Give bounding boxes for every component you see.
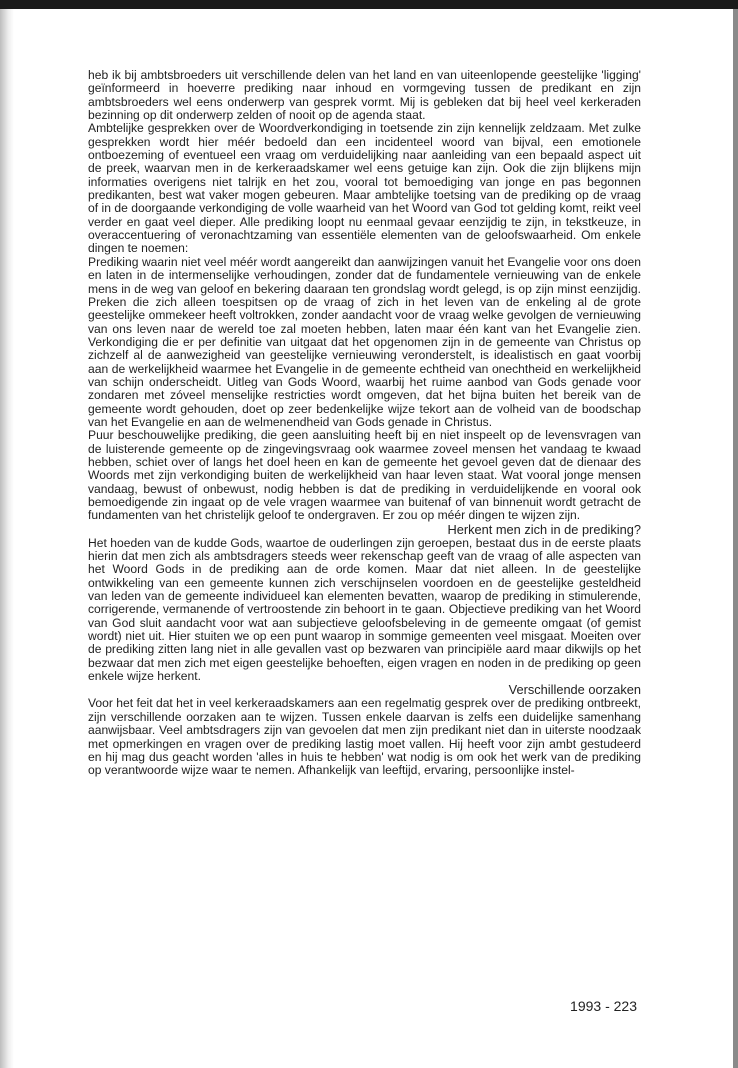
page-number: 1993 - 223 — [570, 998, 637, 1014]
paragraph: Prediking waarin niet veel méér wordt aangereikt dan aanwijzingen vanuit het Evangelie voor ons doen en laten in de intermenselijke verhoudingen, zonder dat de fundamentele vernieuwing van de enkele mens in de weg van geloof en bekering daaraan ten grondslag wordt gelegd, is op zijn minst eenzijdig. Preken die zich alleen toespitsen op de vraag of zich in het leven van de enkeling al de grote geestelijke ommekeer heeft voltrokken, zonder aandacht voor de vraag welke gevolgen de vernieuwing van ons leven naar de wereld toe zal moeten hebben, laten maar één kant van het Evangelie zien. Verkondiging die er per definitie van uitgaat dat het opgenomen zijn in de gemeente van Christus op zichzelf al de aanwezigheid van geestelijke vernieuwing veronderstelt, is idealistisch en gaat voorbij aan de werkelijkheid waarmee het Evangelie in de gemeente echtheid van onechtheid en werkelijkheid van schijn onderscheidt. Uitleg van Gods Woord, waarbij het ruime aanbod van Gods genade voor zondaren met zóveel menselijke restricties wordt omgeven, dat het bijna buiten het bereik van de gemeente wordt gehouden, doet op zeer bedenkelijke wijze tekort aan de volheid van de boodschap van het Evangelie en aan de welmenendheid van Gods genade in Christus. — [88, 254, 641, 429]
paragraph: Voor het feit dat het in veel kerkeraadskamers aan een regelmatig gesprek over de prediking ontbreekt, zijn verschillende oorzaken aan te wijzen. Tussen enkele daarvan is zelfs een duidelijke samenhang aanwijsbaar. Veel ambtsdragers zijn van gevoelen dat men zijn predikant niet dan in uiterste noodzaak met opmerkingen en vragen over de prediking lastig moet vallen. Hij heeft voor zijn ambt gestudeerd en hij mag dus geacht worden 'alles in huis te hebben' wat nodig is om ook het werk van de prediking op verantwoorde wijze waar te nemen. Afhankelijk van leeftijd, ervaring, persoonlijke instel- — [88, 696, 641, 778]
book-spine-shadow — [0, 9, 14, 1068]
section-heading: Herkent men zich in de prediking? — [447, 521, 641, 537]
paragraph: heb ik bij ambtsbroeders uit verschillende delen van het land en van uiteenlopende geestelijke 'ligging' geïnformeerd in hoeverre prediking naar inhoud en vormgeving tussen de predikant en zijn ambtsbroeders wel eens onderwerp van gesprek vormt. Mij is gebleken dat bij heel veel kerkeraden bezinning op dit onderwerp zelden of nooit op de agenda staat. — [88, 68, 641, 123]
paragraph: Puur beschouwelijke prediking, die geen aansluiting heeft bij en niet inspeelt op de levensvragen van de luisterende gemeente op de zingevingsvraag ook waarmee zoveel mensen het vandaag te kwaad hebben, schiet over of langs het doel heen en kan de gemeente het gevoel geven dat de dienaar des Woords met zijn verkondiging buiten de werkelijkheid van haar leven staat. Wat vooral jonge mensen vandaag, bewust of onbewust, nodig hebben is dat de prediking in verduidelijkende en vooral ook bemoedigende zin ingaat op de vele vragen waarmee van buitenaf of van binnenuit wordt getracht de fundamenten van het christelijk geloof te ondergraven. Er zou op méér dingen te wijzen zijn. — [88, 428, 641, 523]
page-body — [88, 69, 641, 778]
paragraph: Het hoeden van de kudde Gods, waartoe de ouderlingen zijn geroepen, bestaat dus in de eerste plaats hierin dat men zich als ambtsdragers steeds weer rekenschap geeft van de vraag of alle aspecten van het Woord Gods in de prediking aan de orde komen. Maar dat niet alleen. In de geestelijke ontwikkeling van een gemeente kunnen zich verschijnselen voordoen en de geestelijke gesteldheid van leden van de gemeente individueel kan elementen bevatten, waarop de prediking in stimulerende, corrigerende, vermanende of vertroostende zin behoort in te gaan. Objectieve prediking van het Woord van God sluit aandacht voor wat aan subjectieve geloofsbeleving in de gemeente omgaat (of gemist wordt) niet uit. Hier stuiten we op een punt waarop in sommige gemeenten veel misgaat. Moeiten over de prediking zitten lang niet in alle gevallen vast op bezwaren van principiële aard maar dikwijls op het bezwaar dat men zich met eigen geestelijke behoeften, eigen vragen en noden in de prediking op geen enkele wijze herkent. — [88, 535, 641, 684]
scan-right-edge — [733, 9, 738, 1068]
scan-top-border — [0, 0, 738, 9]
paragraph: Ambtelijke gesprekken over de Woordverkondiging in toetsende zin zijn kennelijk zeldzaam. Met zulke gesprekken wordt hier méér bedoeld dan een incidenteel woord van bijval, een emotionele ontboezeming of eventueel een vraag om verduidelijking naar aanleiding van een bepaald aspect uit de preek, waarvan men in de kerkeraadskamer wel eens getuige kan zijn. Ook die zijn blijkens mijn informaties overigens niet talrijk en het zou, vooral tot bemoediging van jonge en pas begonnen predikanten, best wat vaker mogen gebeuren. Maar ambtelijke toetsing van de prediking op de vraag of in de doorgaande verkondiging de volle waarheid van het Woord van God tot gelding komt, reikt veel verder en gaat veel dieper. Alle prediking loopt nu eenmaal gevaar eenzijdig te zijn, in tekstkeuze, in overaccentuering of veronachtzaming van essentiële elementen van de geloofswaarheid. Om enkele dingen te noemen: — [88, 121, 641, 256]
section-heading: Verschillende oorzaken — [508, 682, 641, 698]
